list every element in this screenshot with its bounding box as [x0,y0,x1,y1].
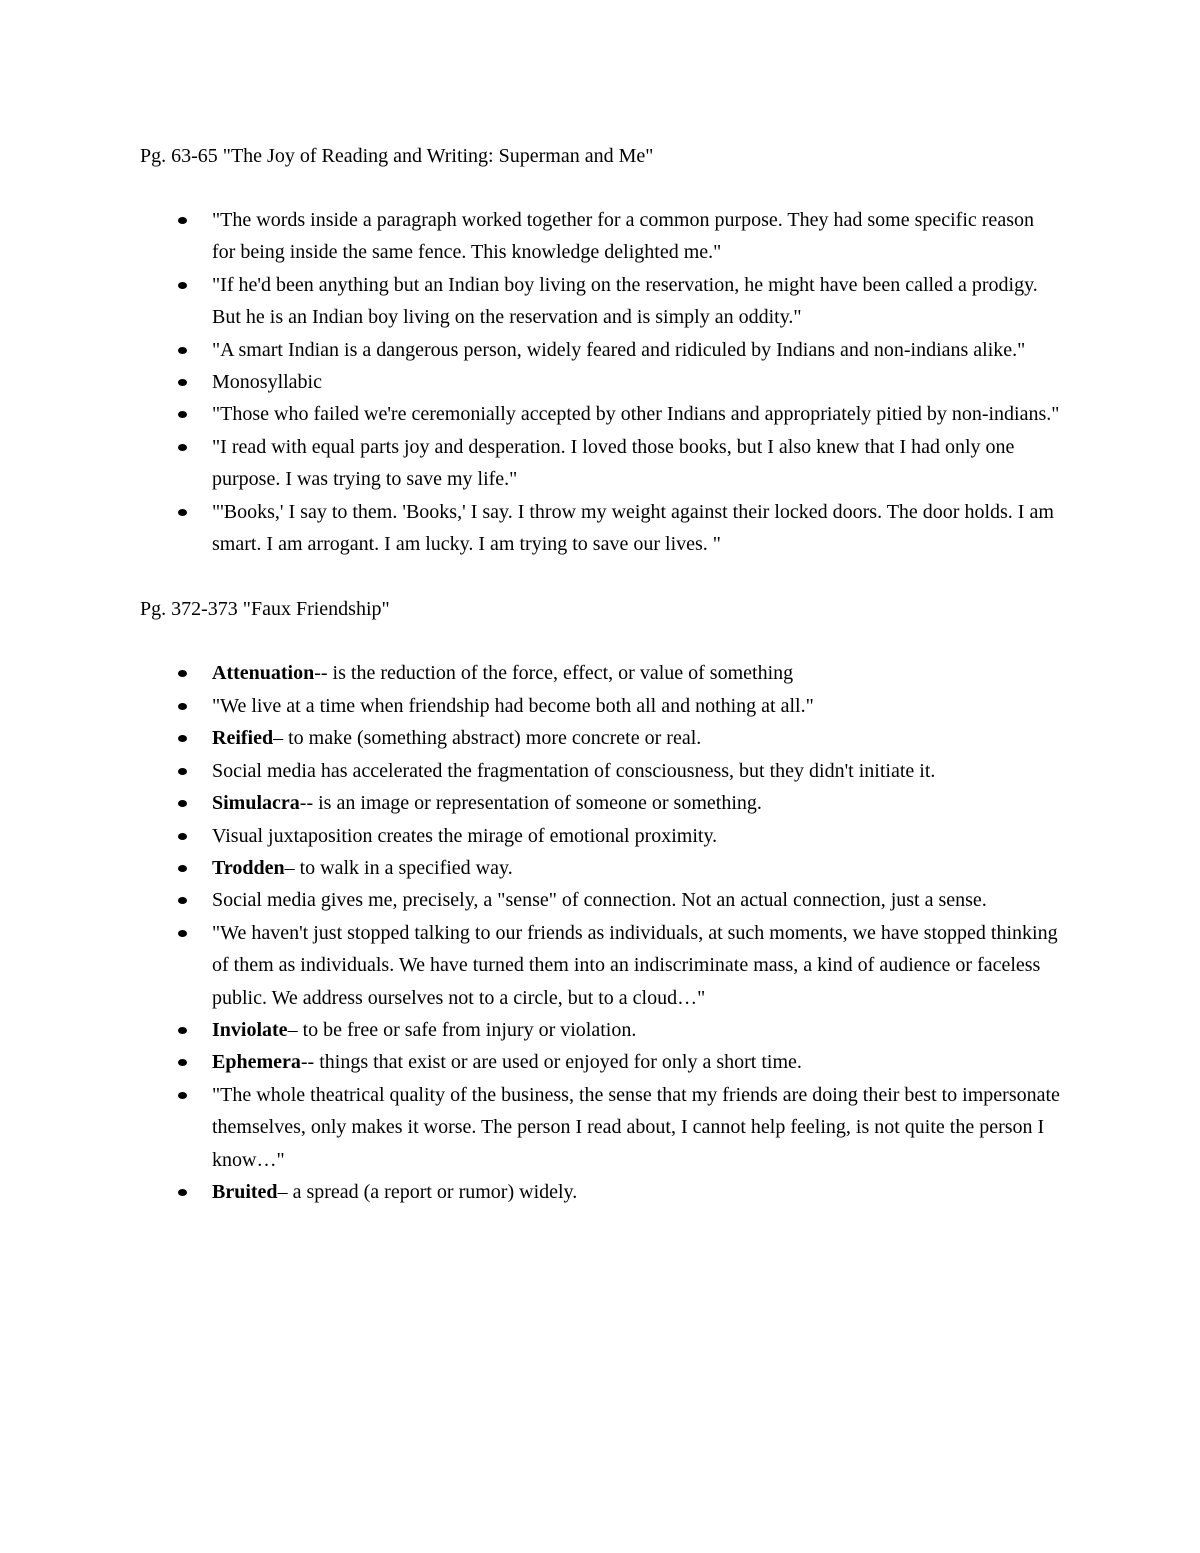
bullet-list [140,657,1060,1208]
bullet-icon [178,897,187,904]
item-text: "'Books,' I say to them. 'Books,' I say. I throw my weight against their locked doors. The door holds. I am smart. I am arrogant. I am lucky. I am trying to save our lives. " [212,500,1054,556]
vocab-term: Attenuation [212,662,315,685]
item-text: "If he'd been anything but an Indian boy living on the reservation, he might have been called a prodigy. But he is an Indian boy living on the reservation and is simply an oddity." [212,273,1038,329]
bullet-list [140,204,1060,560]
bullet-icon [178,768,187,775]
item-text: Social media gives me, precisely, a "sense" of connection. Not an actual connection, just a sense. [212,889,987,912]
bullet-icon [178,735,187,742]
list-item [140,269,1060,334]
vocab-term: Inviolate [212,1018,288,1041]
section-superman-and-me [140,140,1060,560]
vocab-term: Simulacra [212,792,300,815]
document-page [140,140,1060,1241]
item-text: "Those who failed we're ceremonially accepted by other Indians and appropriately pitied by non-indians." [212,403,1060,426]
section-heading: Pg. 63-65 "The Joy of Reading and Writing: Superman and Me" [140,145,654,167]
list-item [140,787,1060,819]
list-item [140,1046,1060,1078]
bullet-icon [178,1092,187,1099]
vocab-term: Bruited [212,1180,278,1203]
vocab-term: Reified [212,727,274,750]
list-item [140,496,1060,561]
bullet-icon [178,930,187,937]
item-text: – to make (something abstract) more concrete or real. [273,727,702,750]
list-item [140,431,1060,496]
bullet-icon [178,670,187,677]
item-text: Social media has accelerated the fragmentation of consciousness, but they didn't initiate it. [212,759,936,782]
list-item [140,820,1060,852]
item-text: Visual juxtaposition creates the mirage of emotional proximity. [212,824,718,847]
bullet-icon [178,703,187,710]
item-text: – a spread (a report or rumor) widely. [277,1180,578,1203]
list-item [140,722,1060,754]
item-text: – to walk in a specified way. [284,856,513,879]
bullet-icon [178,1189,187,1196]
item-text: "A smart Indian is a dangerous person, widely feared and ridiculed by Indians and non-indians alike." [212,338,1026,361]
list-item [140,1014,1060,1046]
item-text: – to be free or safe from injury or violation. [287,1018,637,1041]
list-item [140,204,1060,269]
item-text: -- things that exist or are used or enjoyed for only a short time. [300,1051,802,1074]
list-item [140,884,1060,916]
list-item [140,852,1060,884]
list-item [140,366,1060,398]
list-item [140,690,1060,722]
bullet-icon [178,1027,187,1034]
item-text: "We haven't just stopped talking to our friends as individuals, at such moments, we have stopped thinking of them as individuals. We have turned them into an indiscriminate mass, a kind of audience or faceless public. We address ourselves not to a circle, but to a cloud…" [212,921,1058,1009]
item-text: "The words inside a paragraph worked together for a common purpose. They had some specific reason for being inside the same fence. This knowledge delighted me." [212,209,1034,264]
bullet-icon [178,411,187,418]
item-text: -- is the reduction of the force, effect, or value of something [314,662,794,685]
list-item [140,1079,1060,1176]
bullet-icon [178,833,187,840]
list-item [140,334,1060,366]
item-text: "I read with equal parts joy and desperation. I loved those books, but I also knew that I had only one purpose. I was trying to save my life." [212,435,1015,491]
item-text: -- is an image or representation of someone or something. [299,792,762,815]
list-item [140,657,1060,689]
bullet-icon [178,509,187,516]
vocab-term: Trodden [212,856,285,879]
bullet-icon [178,347,187,354]
item-text: "The whole theatrical quality of the business, the sense that my friends are doing their best to impersonate themselves, only makes it worse. The person I read about, I cannot help feeling, is not quite the person I know…" [212,1083,1060,1171]
section-faux-friendship [140,593,1060,1208]
list-item [140,917,1060,1014]
section-heading: Pg. 372-373 "Faux Friendship" [140,598,390,621]
bullet-icon [178,379,187,386]
list-item [140,398,1060,430]
bullet-icon [178,800,187,807]
bullet-icon [178,865,187,872]
bullet-icon [178,217,187,224]
list-item [140,755,1060,787]
vocab-term: Ephemera [212,1051,301,1074]
list-item [140,1176,1060,1208]
bullet-icon [178,282,187,289]
item-text: "We live at a time when friendship had become both all and nothing at all." [212,694,814,717]
bullet-icon [178,1059,187,1066]
bullet-icon [178,444,187,451]
item-text: Monosyllabic [212,371,322,394]
